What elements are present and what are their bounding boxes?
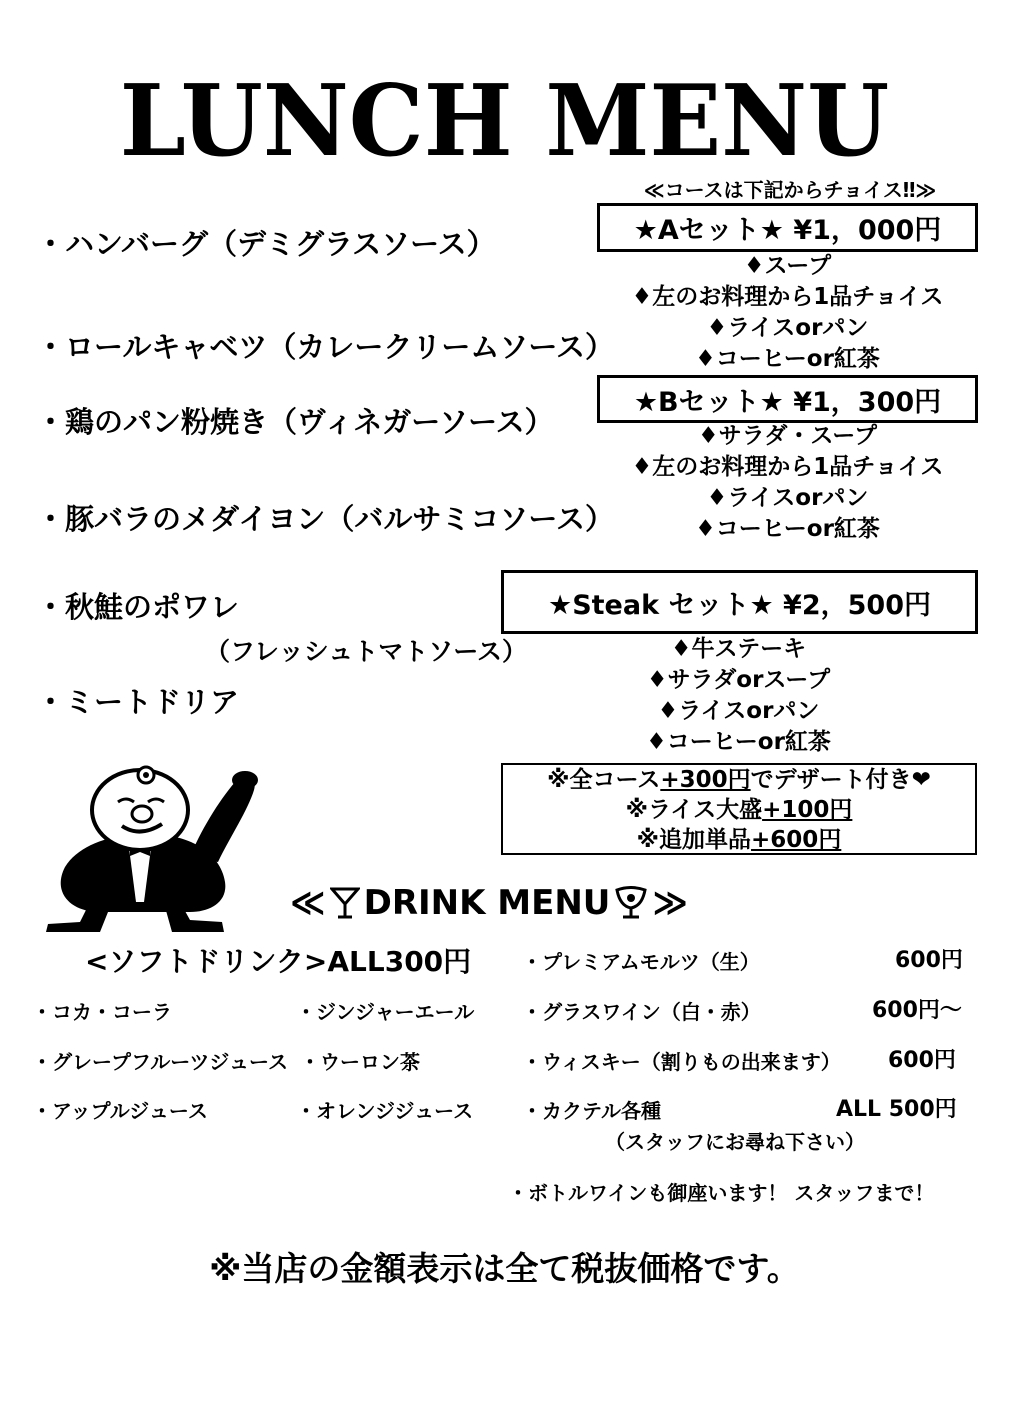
set-b-box: [597, 375, 978, 423]
tax-note: ※当店の金額表示は全て税抜価格です。: [209, 1249, 800, 1288]
cocktail-note: （スタッフにお尋ね下さい）: [605, 1130, 865, 1154]
set-b-item: ♦サラダ・スープ: [697, 423, 878, 449]
large-rice-note: [503, 795, 975, 825]
soft-drink-item: ・ジンジャーエール: [296, 1000, 475, 1024]
set-a-items: [597, 251, 978, 375]
extra-dish-note: [503, 825, 975, 855]
cocktail-glass-icon: [330, 886, 360, 920]
alcohol-item: ・ウィスキー（割りもの出来ます）: [522, 1050, 841, 1074]
waiter-mascot-illustration: [40, 762, 265, 934]
alcohol-price: 600円: [888, 1048, 956, 1073]
soft-drink-item: ・オレンジジュース: [296, 1099, 474, 1123]
soft-drink-item: ・グレープフルーツジュース: [32, 1050, 288, 1074]
bottle-wine-note: ・ボトルワインも御座います！ スタッフまで！: [508, 1181, 935, 1205]
set-b-title: ★Bセット★ ¥1，300円: [633, 386, 942, 418]
set-steak-items: [500, 634, 977, 758]
set-steak-item: ♦サラダorスープ: [646, 667, 831, 693]
set-a-item: ♦ライスorパン: [706, 315, 869, 341]
soft-drink-item: ・アップルジュース: [32, 1099, 208, 1123]
dessert-note-text: ※全コース: [547, 767, 661, 793]
set-steak-title: ★Steak セット★ ¥2，500円: [548, 589, 931, 621]
set-b-item: ♦左のお料理から1品チョイス: [631, 454, 944, 480]
set-b-item: ♦コーヒーor紅茶: [695, 516, 880, 542]
set-b-item: ♦ライスorパン: [706, 485, 869, 511]
set-a-item: ♦スープ: [743, 253, 832, 279]
dish-roll-cabbage: ・ロールキャベツ（カレークリームソース）: [36, 330, 614, 364]
dish-chicken: ・鶏のパン粉焼き（ヴィネガーソース）: [36, 405, 554, 439]
dish-hamburg: ・ハンバーグ（デミグラスソース）: [36, 227, 496, 261]
alcohol-item: ・プレミアムモルツ（生）: [522, 950, 760, 974]
set-b-items: [597, 421, 978, 545]
large-rice-note-text: ※ライス大盛: [625, 797, 763, 823]
dessert-note: [503, 765, 975, 795]
alcohol-price: 600円～: [872, 998, 962, 1023]
set-a-box: [597, 203, 978, 252]
course-choice-note: ≪コースは下記からチョイス‼≫: [643, 178, 937, 202]
dish-salmon: ・秋鮭のポワレ: [36, 590, 240, 624]
extra-dish-note-price: +600円: [751, 827, 842, 853]
alcohol-price: ALL 500円: [836, 1097, 957, 1122]
drink-menu-title: [290, 883, 688, 923]
soft-drink-header: <ソフトドリンク>ALL300円: [85, 945, 472, 978]
dish-salmon-sauce: （フレッシュトマトソース）: [205, 637, 528, 666]
large-rice-note-price: +100円: [762, 797, 853, 823]
soft-drink-item: ・ウーロン茶: [300, 1050, 420, 1074]
menu-title: LUNCH MENU: [119, 64, 890, 179]
drink-title-open-bracket: ≪: [290, 883, 326, 923]
dish-pork: ・豚バラのメダイヨン（バルサミコソース）: [36, 502, 614, 536]
alcohol-price: 600円: [895, 948, 963, 973]
alcohol-item: ・カクテル各種: [522, 1099, 661, 1123]
set-steak-box: [501, 570, 978, 634]
dessert-note-suffix: でデザート付き❤: [750, 767, 931, 793]
alcohol-item: ・グラスワイン（白・赤）: [522, 1000, 761, 1024]
set-a-item: ♦左のお料理から1品チョイス: [631, 284, 944, 310]
drink-title-text: DRINK MENU: [363, 883, 611, 923]
set-steak-item: ♦コーヒーor紅茶: [646, 729, 831, 755]
extras-notes-box: [501, 763, 977, 855]
set-steak-item: ♦牛ステーキ: [670, 636, 807, 662]
extra-dish-note-text: ※追加単品: [636, 827, 752, 853]
cocktail-glass-icon: [614, 886, 648, 920]
set-a-title: ★Aセット★ ¥1，000円: [633, 215, 942, 246]
set-a-item: ♦コーヒーor紅茶: [695, 346, 880, 372]
soft-drink-item: ・コカ・コーラ: [32, 1000, 172, 1024]
dessert-note-price: +300円: [660, 767, 751, 793]
drink-title-close-bracket: ≫: [652, 883, 689, 923]
dish-meat-doria: ・ミートドリア: [36, 685, 240, 719]
set-steak-item: ♦ライスorパン: [657, 698, 820, 724]
